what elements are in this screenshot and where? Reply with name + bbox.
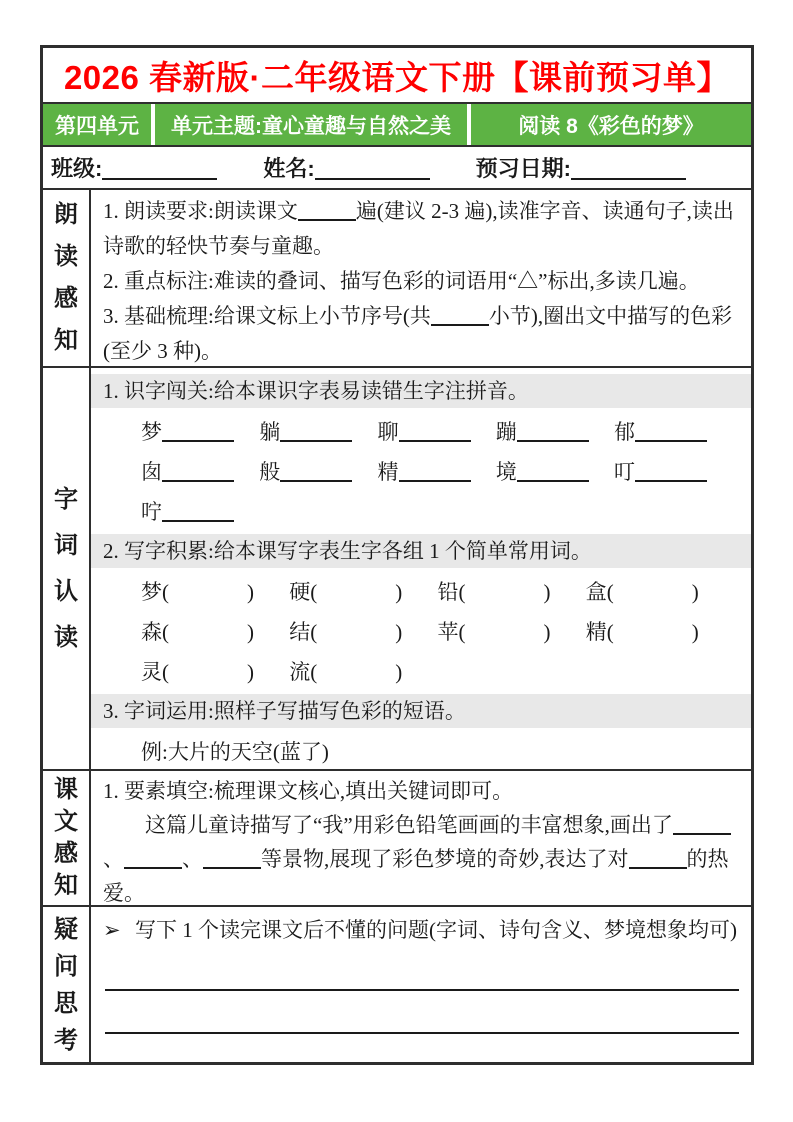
pinyin-blank xyxy=(280,419,352,442)
character: 硬 xyxy=(289,580,311,604)
date-field xyxy=(476,152,686,183)
unit-header-bar xyxy=(43,104,751,147)
character: 囱 xyxy=(141,460,162,484)
name-blank xyxy=(315,156,430,180)
section-questions-label: 疑问思考 xyxy=(43,907,91,1062)
section-text-sense-content xyxy=(91,771,751,905)
character: 盒 xyxy=(585,580,607,604)
reading-blank-sections xyxy=(431,303,489,326)
scene-blank xyxy=(124,846,182,869)
student-info-row xyxy=(43,147,751,190)
character: 梦 xyxy=(141,580,162,604)
character: 蹦 xyxy=(495,420,517,444)
character: 般 xyxy=(259,460,281,484)
page-title: 2026 春新版·二年级语文下册【课前预习单】 xyxy=(63,58,731,96)
class-label: 班级: xyxy=(51,156,103,181)
pinyin-blank xyxy=(517,419,589,442)
section-reading-label: 朗读感知 xyxy=(43,190,91,366)
pinyin-row-2 xyxy=(103,452,741,492)
reading-item-3: 3. 基础梳理:给课文标上小节序号(共 小节),圈出文中描写的色彩(至少 3 种)。 xyxy=(103,304,733,363)
answer-line-1 xyxy=(105,948,739,991)
section-words-label: 字词认读 xyxy=(43,368,91,769)
pinyin-row-3 xyxy=(103,492,741,532)
date-label: 预习日期: xyxy=(475,156,571,181)
pinyin-blank xyxy=(399,459,471,482)
theme-blank xyxy=(629,846,687,869)
word-row-2: 森( ) 结( ) 苹( ) 精( ) xyxy=(141,620,699,644)
pinyin-blank xyxy=(517,459,589,482)
character: 苹 xyxy=(437,620,459,644)
character: 郁 xyxy=(614,420,635,444)
pinyin-blank xyxy=(399,419,471,442)
words-q3-title: 3. 字词运用:照样子写描写色彩的短语。 xyxy=(91,694,751,728)
section-text-sense xyxy=(43,771,751,907)
words-q1-title: 1. 识字闯关:给本课识字表易读错生字注拼音。 xyxy=(91,374,751,408)
character: 结 xyxy=(289,620,311,644)
character: 森 xyxy=(141,620,162,644)
pinyin-blank xyxy=(162,499,234,522)
character: 流 xyxy=(289,660,311,684)
unit-theme-cell: 单元主题:童心童趣与自然之美 xyxy=(155,104,467,145)
class-blank xyxy=(102,156,217,180)
pinyin-row-1 xyxy=(103,412,741,452)
section-words xyxy=(43,368,751,771)
character: 境 xyxy=(495,460,517,484)
character: 咛 xyxy=(141,500,162,524)
pinyin-blank xyxy=(635,419,707,442)
character: 精 xyxy=(377,460,399,484)
section-reading-content xyxy=(91,190,751,366)
character: 躺 xyxy=(259,420,281,444)
name-label: 姓名: xyxy=(263,156,315,181)
character: 铅 xyxy=(437,580,459,604)
text-sense-q1-title: 1. 要素填空:梳理课文核心,填出关键词即可。 xyxy=(103,779,514,803)
pinyin-blank xyxy=(162,419,234,442)
pinyin-blank xyxy=(162,459,234,482)
arrow-bullet-icon: ➢ xyxy=(103,918,121,942)
word-row-1: 梦( ) 硬( ) 铅( ) 盒( ) xyxy=(141,580,699,604)
section-reading xyxy=(43,190,751,368)
section-text-sense-label: 课文感知 xyxy=(43,771,91,905)
character: 精 xyxy=(585,620,607,644)
scene-blank xyxy=(673,812,731,835)
question-prompt: ➢ 写下 1 个读完课文后不懂的问题(字词、诗句含义、梦境想象均可) xyxy=(103,913,741,948)
word-row-3: 灵( ) 流( ) xyxy=(141,660,403,684)
unit-number-cell: 第四单元 xyxy=(43,104,151,145)
answer-line-2 xyxy=(105,991,739,1034)
reading-item-1: 1. 朗读要求:朗读课文 遍(建议 2-3 遍),读准字音、读通句子,读出诗歌的轻快节奏与童趣。 xyxy=(103,199,734,258)
reading-blank-times xyxy=(298,198,356,221)
class-field xyxy=(51,152,217,183)
character: 梦 xyxy=(141,420,162,444)
words-q2-title: 2. 写字积累:给本课写字表生字各组 1 个简单常用词。 xyxy=(91,534,751,568)
section-questions-content xyxy=(91,907,751,1062)
character: 灵 xyxy=(141,660,162,684)
lesson-title-cell: 阅读 8《彩色的梦》 xyxy=(471,104,751,145)
title-row xyxy=(43,48,751,104)
text-sense-paragraph: 这篇儿童诗描写了“我”用彩色铅笔画画的丰富想象,画出了、 、 等景物,展现了彩色梦境的奇妙,表达了对 的热爱。 xyxy=(103,808,741,905)
name-field xyxy=(263,152,429,183)
section-questions xyxy=(43,907,751,1062)
words-q3-example: 例:大片的天空(蓝了) xyxy=(141,740,329,764)
character: 聊 xyxy=(377,420,399,444)
worksheet-table xyxy=(40,45,754,1065)
section-words-content xyxy=(91,368,751,769)
reading-item-2: 2. 重点标注:难读的叠词、描写色彩的词语用“△”标出,多读几遍。 xyxy=(103,269,700,293)
pinyin-blank xyxy=(280,459,352,482)
date-blank xyxy=(571,156,686,180)
scene-blank xyxy=(203,846,261,869)
character: 叮 xyxy=(614,460,635,484)
pinyin-blank xyxy=(635,459,707,482)
